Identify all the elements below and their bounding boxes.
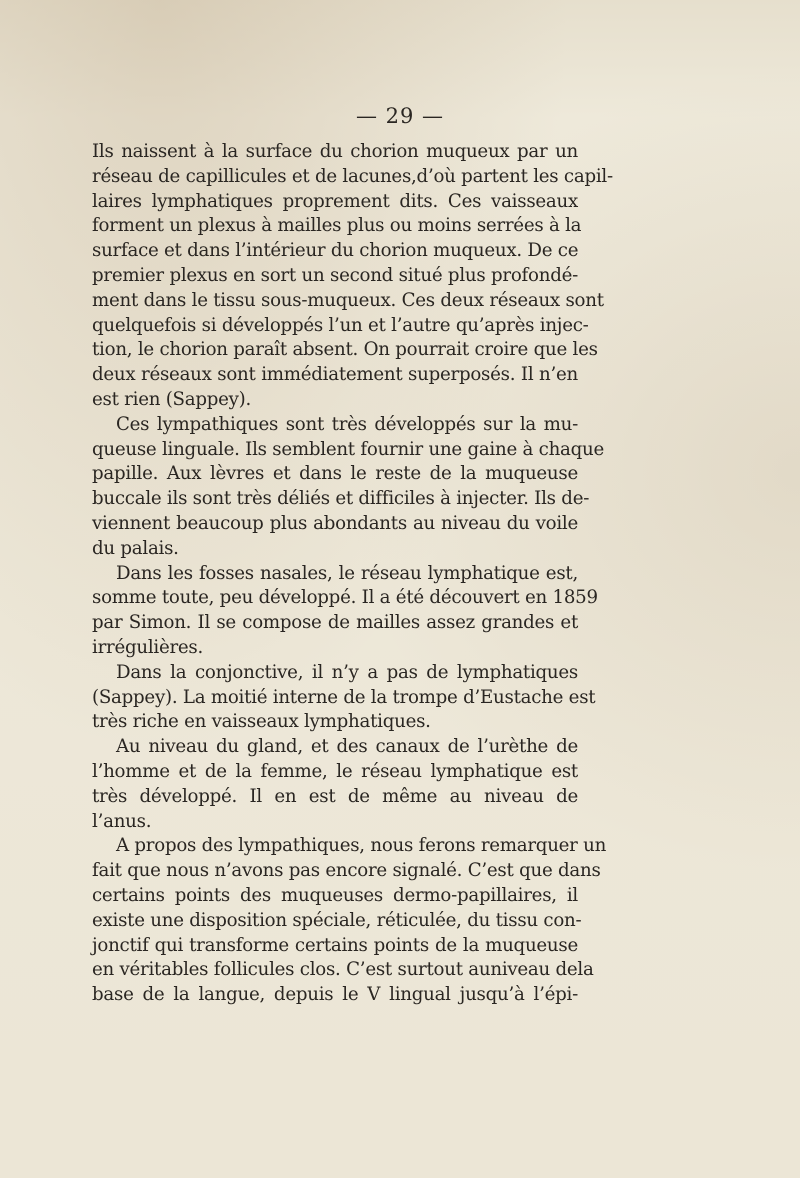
- body-text: [92, 140, 613, 1008]
- text-line: queuse linguale. Ils semblent fournir une gaine à chaque: [92, 438, 604, 460]
- text-line: (Sappey). La moitié interne de la trompe d’Eustache est: [92, 686, 596, 708]
- text-line: quelquefois si développés l’un et l’autre qu’après injec-: [92, 314, 589, 336]
- text-line: réseau de capillicules et de lacunes,d’où partent les capil-: [92, 165, 613, 187]
- text-line: existe une disposition spéciale, réticulée, du tissu con-: [92, 909, 582, 931]
- text-line: buccale ils sont très déliés et difficiles à injecter. Ils de-: [92, 488, 590, 510]
- text-line: base de la langue, depuis le V lingual jusqu’à l’épi-: [92, 984, 578, 1006]
- text-line: laires lymphatiques proprement dits. Ces vaisseaux: [92, 190, 578, 212]
- text-line: tion, le chorion paraît absent. On pourrait croire que les: [92, 339, 598, 361]
- text-line: Dans la conjonctive, il n’y a pas de lymphatiques: [116, 661, 578, 683]
- text-line: forment un plexus à mailles plus ou moins serrées à la: [92, 215, 582, 237]
- text-line: somme toute, peu développé. Il a été découvert en 1859: [92, 587, 598, 609]
- text-line: Ces lympathiques sont très développés sur la mu-: [116, 413, 578, 435]
- text-line: Au niveau du gland, et des canaux de l’urèthe de: [116, 736, 578, 758]
- text-line: du palais.: [92, 537, 179, 559]
- text-line: très riche en vaisseaux lymphatiques.: [92, 711, 431, 733]
- text-line: Ils naissent à la surface du chorion muqueux par un: [92, 141, 578, 162]
- text-line: ment dans le tissu sous-muqueux. Ces deux réseaux sont: [92, 289, 604, 311]
- text-line: viennent beaucoup plus abondants au niveau du voile: [92, 512, 578, 534]
- text-line: l’anus.: [92, 810, 152, 832]
- text-line: A propos des lympathiques, nous ferons remarquer un: [116, 835, 607, 857]
- text-line: est rien (Sappey).: [92, 388, 252, 410]
- text-line: premier plexus en sort un second situé plus profondé-: [92, 264, 578, 286]
- text-line: l’homme et de la femme, le réseau lymphatique est: [92, 760, 578, 782]
- text-line: jonctif qui transforme certains points de la muqueuse: [92, 934, 578, 956]
- text-line: deux réseaux sont immédiatement superposés. Il n’en: [92, 364, 578, 386]
- text-line: surface et dans l’intérieur du chorion muqueux. De ce: [92, 240, 579, 262]
- text-line: très développé. Il en est de même au niveau de: [92, 785, 578, 807]
- text-line: papille. Aux lèvres et dans le reste de la muqueuse: [92, 463, 578, 485]
- text-line: en véritables follicules clos. C’est surtout auniveau dela: [92, 959, 594, 981]
- text-line: fait que nous n’avons pas encore signalé. C’est que dans: [92, 860, 601, 882]
- text-line: par Simon. Il se compose de mailles assez grandes et: [92, 612, 578, 634]
- text-line: Dans les fosses nasales, le réseau lymphatique est,: [116, 562, 578, 584]
- text-line: certains points des muqueuses dermo-papillaires, il: [92, 884, 578, 906]
- page-number: — 29 —: [355, 104, 445, 128]
- text-line: irrégulières.: [92, 636, 204, 658]
